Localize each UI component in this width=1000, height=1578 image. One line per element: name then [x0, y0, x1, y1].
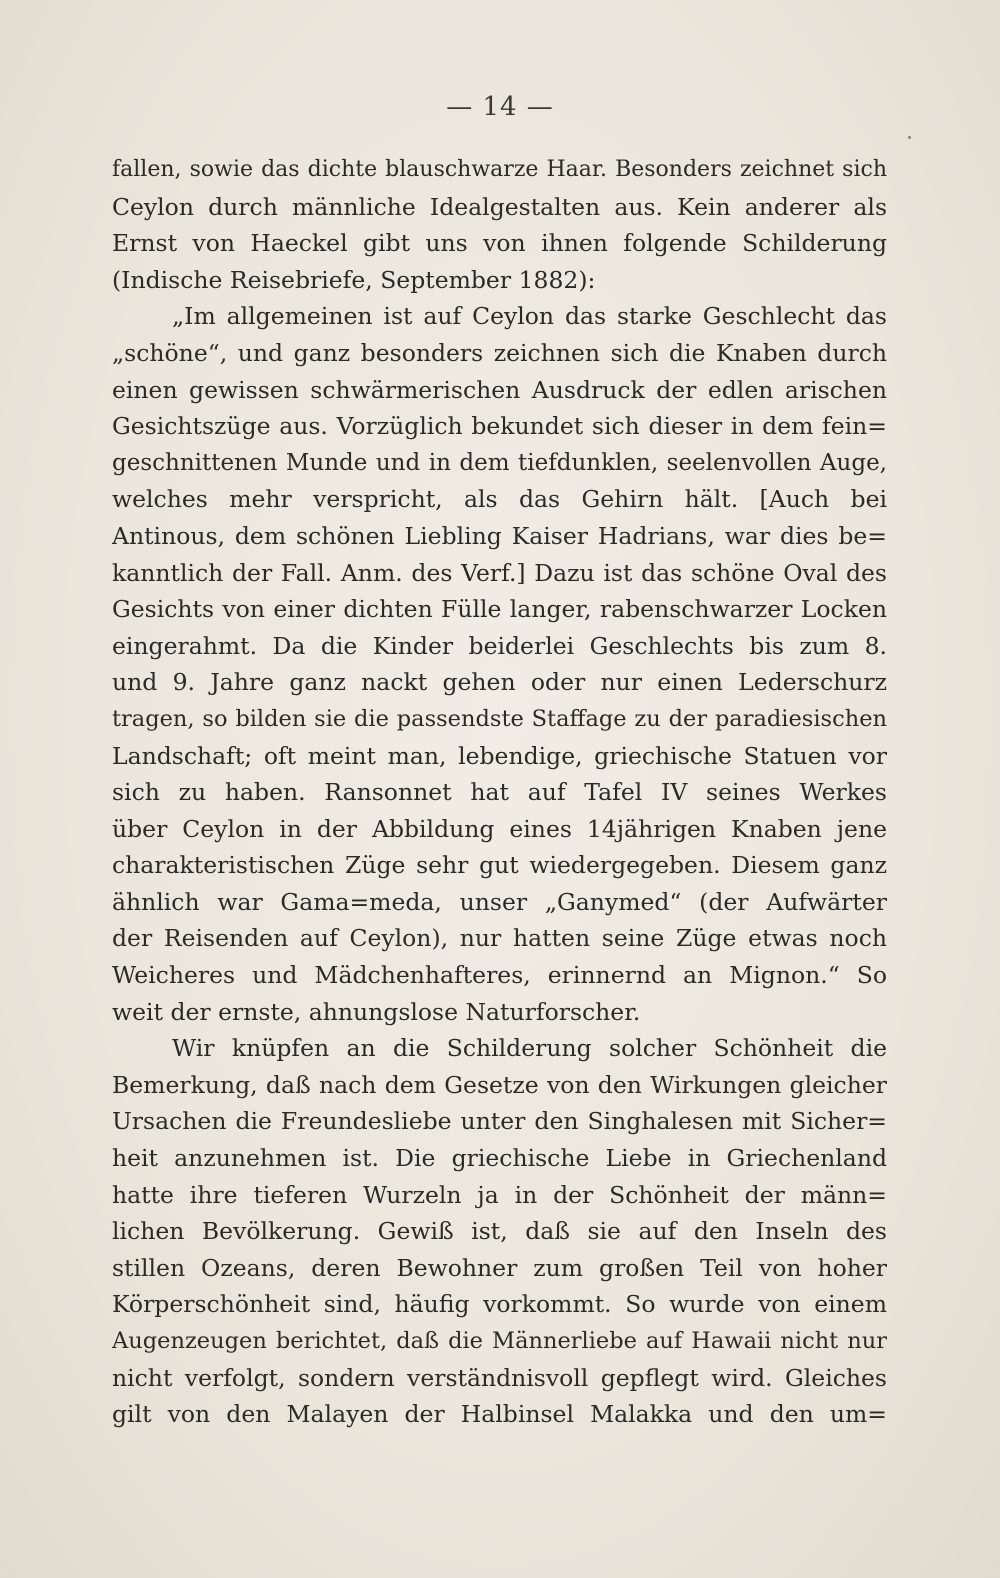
- text-line: heit anzunehmen ist. Die griechische Liebe in Griechenland: [112, 1144, 887, 1173]
- text-line: Körperschönheit sind, häufig vorkommt. So wurde von einem: [112, 1290, 887, 1319]
- text-line: lichen Bevölkerung. Gewiß ist, daß sie auf den Inseln des: [112, 1217, 887, 1246]
- page-number: — 14 —: [446, 92, 554, 122]
- text-line: Bemerkung, daß nach dem Gesetze von den Wirkungen gleicher: [112, 1070, 887, 1099]
- text-line: über Ceylon in der Abbildung eines 14jährigen Knaben jene: [112, 814, 887, 843]
- text-line: der Reisenden auf Ceylon), nur hatten seine Züge etwas noch: [112, 924, 887, 953]
- text-line: „Im allgemeinen ist auf Ceylon das starke Geschlecht das: [172, 302, 887, 331]
- text-line: stillen Ozeans, deren Bewohner zum großen Teil von hoher: [112, 1253, 887, 1282]
- text-line: geschnittenen Munde und in dem tiefdunklen, seelenvollen Auge,: [112, 449, 887, 476]
- text-line: weit der ernste, ahnungslose Naturforscher.: [112, 997, 641, 1026]
- text-line: charakteristischen Züge sehr gut wiedergegeben. Diesem ganz: [112, 851, 887, 880]
- text-line: Weicheres und Mädchenhafteres, erinnernd an Mignon.“ So: [112, 961, 887, 990]
- text-line: einen gewissen schwärmerischen Ausdruck der edlen arischen: [112, 375, 887, 404]
- text-line: Ernst von Haeckel gibt uns von ihnen folgende Schilderung: [112, 229, 887, 258]
- text-line: Ceylon durch männliche Idealgestalten aus. Kein anderer als: [112, 192, 887, 221]
- text-line: sich zu haben. Ransonnet hat auf Tafel IV seines Werkes: [112, 778, 887, 807]
- text-line: Antinous, dem schönen Liebling Kaiser Hadrians, war dies be=: [112, 521, 887, 550]
- text-line: kanntlich der Fall. Anm. des Verf.] Dazu ist das schöne Oval des: [112, 558, 887, 587]
- text-line: eingerahmt. Da die Kinder beiderlei Geschlechts bis zum 8.: [112, 631, 887, 660]
- text-line: Augenzeugen berichtet, daß die Männerliebe auf Hawaii nicht nur: [112, 1328, 887, 1354]
- text-line: ähnlich war Gama=meda, unser „Ganymed“ (der Aufwärter: [112, 887, 887, 916]
- text-line: fallen, sowie das dichte blauschwarze Haar. Besonders zeichnet sich: [112, 157, 887, 182]
- paper-speck: [908, 136, 911, 139]
- text-line: welches mehr verspricht, als das Gehirn hält. [Auch bei: [112, 485, 887, 514]
- text-line: „schöne“, und ganz besonders zeichnen sich die Knaben durch: [112, 338, 887, 367]
- text-line: tragen, so bilden sie die passendste Staffage zu der paradiesischen: [112, 705, 887, 732]
- text-line: gilt von den Malayen der Halbinsel Malakka und den um=: [112, 1400, 887, 1429]
- text-line: Gesichts von einer dichten Fülle langer, rabenschwarzer Locken: [112, 595, 887, 624]
- text-line: Ursachen die Freundesliebe unter den Singhalesen mit Sicher=: [112, 1107, 887, 1136]
- text-line: und 9. Jahre ganz nackt gehen oder nur einen Lederschurz: [112, 668, 887, 697]
- text-line: hatte ihre tieferen Wurzeln ja in der Schönheit der männ=: [112, 1180, 887, 1209]
- text-line: (Indische Reisebriefe, September 1882):: [112, 265, 596, 294]
- text-line: Wir knüpfen an die Schilderung solcher Schönheit die: [172, 1034, 887, 1063]
- text-line: Gesichtszüge aus. Vorzüglich bekundet sich dieser in dem fein=: [112, 412, 887, 441]
- text-line: nicht verfolgt, sondern verständnisvoll gepflegt wird. Gleiches: [112, 1363, 887, 1392]
- body-text: [112, 152, 887, 1433]
- text-line: Landschaft; oft meint man, lebendige, griechische Statuen vor: [112, 741, 887, 770]
